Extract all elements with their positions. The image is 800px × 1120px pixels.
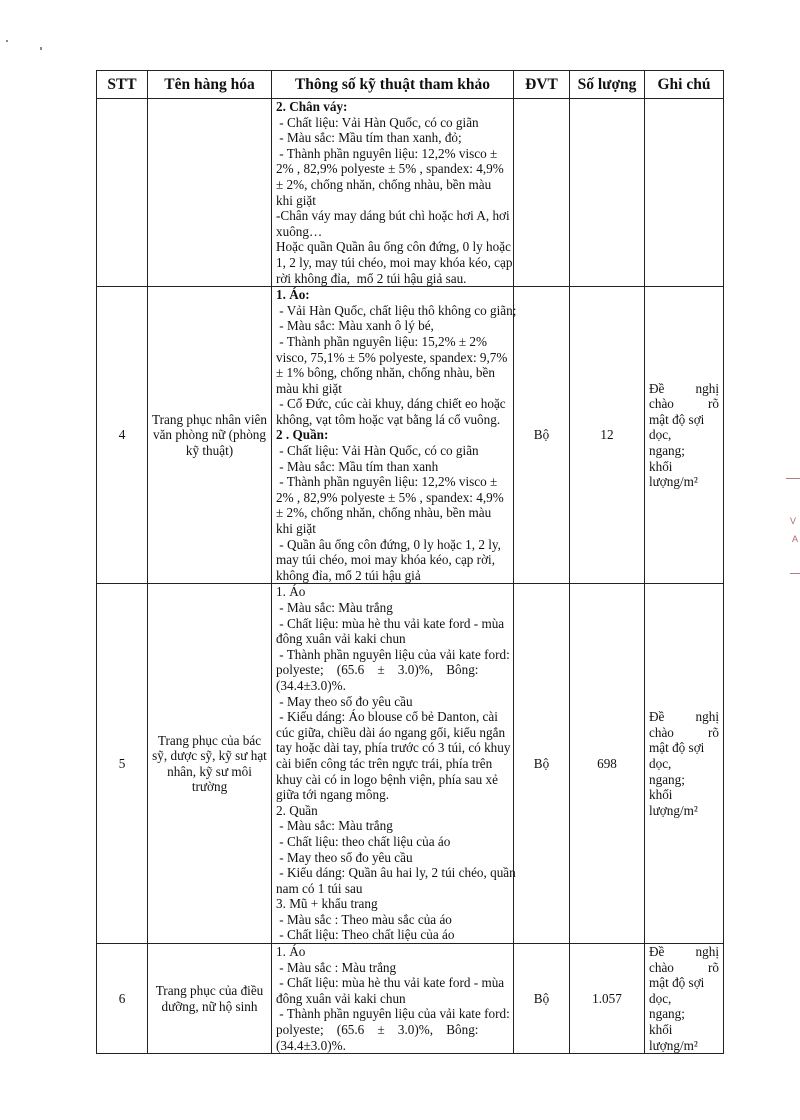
scan-speck: [40, 47, 42, 50]
spec-line: - Chất liệu: mùa hè thu vải kate ford - mùa: [276, 975, 505, 991]
spec-line: - Chất liệu: Vải Hàn Quốc, có co giãn: [276, 114, 479, 130]
note-word: rõ: [708, 724, 719, 740]
table-row: [97, 944, 724, 1054]
note-line: [649, 960, 719, 976]
spec-line: rời không đỉa, mổ 2 túi hậu giả sau.: [276, 270, 467, 286]
note-word: nghị: [695, 380, 719, 396]
note-line: ngang;: [649, 1006, 685, 1022]
spec-line: 1, 2 ly, may túi chéo, moi may khóa kéo, cạp: [276, 254, 513, 270]
spec-line: - Màu sắc : Theo màu sắc của áo: [276, 911, 452, 927]
spec-line: 2% , 82,9% polyeste ± 5% , spandex: 4,9%: [276, 161, 504, 177]
note-word: chào: [649, 959, 674, 975]
row-unit: Bộ: [514, 584, 570, 944]
spec-line: ± 1% bông, chống nhăn, chống nhàu, bền: [276, 365, 495, 381]
spec-line: ± 2%, chống nhăn, chống nhàu, bền màu: [276, 505, 492, 521]
note-line: ngang;: [649, 771, 685, 787]
spec-line: khi giặt: [276, 521, 316, 537]
note-word: rõ: [708, 959, 719, 975]
note-word: chào: [649, 396, 674, 412]
row-technical-spec: [272, 99, 514, 287]
spec-line: 1. Áo: [276, 944, 306, 960]
note-line: lượng/m²: [649, 802, 698, 818]
spec-line: không đỉa, mổ 2 túi hậu giả: [276, 567, 421, 583]
spec-line: - Chất liệu: mùa hè thu vải kate ford - mùa: [276, 615, 505, 631]
table-row: [97, 287, 724, 584]
row-stt: 4: [97, 287, 148, 584]
spec-line: 2% , 82,9% polyeste ± 5% , spandex: 4,9%: [276, 489, 504, 505]
spec-line: -Chân váy may dáng bút chì hoặc hơi A, hơi: [276, 208, 510, 224]
row-quantity: [570, 99, 645, 287]
spec-line: - Màu sắc: Mầu tím than xanh, đỏ;: [276, 130, 462, 146]
row-technical-spec: [272, 287, 517, 584]
row-note: [645, 944, 724, 1054]
spec-line: polyeste; (65.6 ± 3.0)%, Bông:: [276, 662, 479, 678]
spec-line: - Thành phần nguyên liệu: 15,2% ± 2%: [276, 333, 487, 349]
note-line: [649, 709, 719, 725]
note-line: [649, 944, 719, 960]
header-stt: STT: [97, 71, 148, 99]
spec-line: đông xuân vải kaki chun: [276, 631, 406, 647]
note-line: mật độ sợi: [649, 411, 705, 427]
table-row: [97, 584, 724, 944]
spec-line: polyeste; (65.6 ± 3.0)%, Bông:: [276, 1022, 479, 1038]
note-line: [649, 725, 719, 741]
row-technical-spec: [272, 944, 514, 1054]
row-quantity: 698: [570, 584, 645, 944]
row-item-name: Trang phục nhân viên văn phòng nữ (phòng kỹ thuật): [148, 287, 272, 584]
scan-speck: [6, 40, 8, 42]
spec-line: 2. Quần: [276, 802, 318, 818]
edge-mark: A: [791, 534, 798, 544]
spec-line: - Màu sắc: Màu trắng: [276, 600, 393, 615]
spec-line: khuy cài có in logo bệnh viện, phía sau xẻ: [276, 771, 498, 787]
table-row: [97, 99, 724, 287]
row-stt: 5: [97, 584, 148, 944]
note-word: nghị: [695, 709, 719, 725]
row-quantity: 1.057: [570, 944, 645, 1054]
table-header-row: [97, 71, 724, 99]
note-line: khối: [649, 1022, 673, 1038]
note-word: chào: [649, 724, 674, 740]
note-line: lượng/m²: [649, 1037, 698, 1053]
row-note: [645, 99, 724, 287]
spec-line: visco, 75,1% ± 5% polyeste, spandex: 9,7%: [276, 349, 508, 365]
spec-line: xuông…: [276, 223, 323, 239]
technical-spec-table: [96, 70, 724, 1054]
spec-line: - May theo số đo yêu cầu: [276, 693, 413, 709]
spec-line: - Màu sắc: Màu trắng: [276, 818, 393, 834]
spec-line: không, vạt tôm hoặc vạt bằng lá cổ vuông.: [276, 411, 501, 427]
spec-line: - Màu sắc: Màu xanh ô lý bé,: [276, 318, 434, 334]
spec-line: cúc giữa, chiều dài áo ngang gối, kiểu ngắn: [276, 724, 506, 740]
spec-line: - Kiểu dáng: Áo blouse cổ bẻ Danton, cài: [276, 709, 498, 725]
note-line: khối: [649, 458, 673, 474]
header-note: Ghi chú: [645, 71, 724, 99]
spec-line: - Thành phần nguyên liệu của vải kate ford:: [276, 646, 510, 662]
row-note: [645, 584, 724, 944]
spec-line: 2. Chân váy:: [276, 99, 348, 114]
spec-line: - Chất liệu: Theo chất liệu của áo: [276, 927, 455, 943]
note-word: Đề: [649, 709, 665, 725]
header-item-name: Tên hàng hóa: [148, 71, 272, 99]
spec-line: đông xuân vải kaki chun: [276, 990, 406, 1006]
edge-mark-line: [790, 573, 800, 574]
spec-line: - May theo số đo yêu cầu: [276, 849, 413, 865]
spec-line: (34.4±3.0)%.: [276, 1037, 346, 1053]
spec-line: may túi chéo, moi may khóa kéo, cạp rời,: [276, 552, 496, 568]
note-line: mật độ sợi: [649, 975, 705, 991]
spec-line: nam có 1 túi sau: [276, 880, 363, 896]
spec-line: - Thành phần nguyên liệu: 12,2% visco ±: [276, 474, 498, 490]
edge-mark: V: [789, 516, 796, 526]
spec-line: tay hoặc dài tay, phía trước có 3 túi, có khuy: [276, 740, 511, 756]
row-item-name: [148, 99, 272, 287]
spec-line: - Vải Hàn Quốc, chất liệu thô không co giãn;: [276, 302, 517, 318]
row-item-name: Trang phục của điều dưỡng, nữ hộ sinh: [148, 944, 272, 1054]
note-word: rõ: [708, 396, 719, 412]
row-quantity: 12: [570, 287, 645, 584]
spec-line: cài biển công tác trên ngực trái, phía trên: [276, 755, 493, 771]
spec-line: - Chất liệu: theo chất liệu của áo: [276, 833, 451, 849]
row-unit: [514, 99, 570, 287]
spec-line: - Quần âu ống côn đứng, 0 ly hoặc 1, 2 ly,: [276, 536, 501, 552]
row-stt: 6: [97, 944, 148, 1054]
note-line: khối: [649, 787, 673, 803]
spec-line: Hoặc quần Quần âu ống côn đứng, 0 ly hoặc: [276, 239, 511, 255]
spec-line: 2 . Quần:: [276, 427, 329, 443]
spec-line: ± 2%, chống nhăn, chống nhàu, bền màu: [276, 176, 492, 192]
note-line: lượng/m²: [649, 474, 698, 490]
header-technical-spec: Thông số kỹ thuật tham khảo: [272, 71, 514, 99]
row-unit: Bộ: [514, 944, 570, 1054]
spec-line: - Chất liệu: Vải Hàn Quốc, có co giãn: [276, 443, 479, 459]
header-unit: ĐVT: [514, 71, 570, 99]
spec-line: màu khi giặt: [276, 380, 342, 396]
spec-line: 1. Áo:: [276, 287, 310, 303]
spec-line: - Màu sắc : Màu trắng: [276, 959, 397, 975]
spec-line: - Kiểu dáng: Quần âu hai ly, 2 túi chéo, quần: [276, 865, 516, 881]
edge-mark-line: [786, 478, 800, 479]
note-line: [649, 396, 719, 412]
note-line: dọc,: [649, 755, 672, 771]
row-technical-spec: [272, 584, 514, 944]
note-word: nghị: [695, 944, 719, 960]
row-stt: [97, 99, 148, 287]
row-note: [645, 287, 724, 584]
header-quantity: Số lượng: [570, 71, 645, 99]
row-unit: Bộ: [514, 287, 570, 584]
spec-line: 3. Mũ + khẩu trang: [276, 896, 378, 912]
note-word: Đề: [649, 944, 665, 960]
note-line: ngang;: [649, 443, 685, 459]
spec-line: - Màu sắc: Mầu tím than xanh: [276, 458, 439, 474]
spec-line: khi giặt: [276, 192, 316, 208]
spec-line: (34.4±3.0)%.: [276, 677, 346, 693]
row-item-name: Trang phục của bác sỹ, dược sỹ, kỹ sư hạt nhân, kỹ sư môi trường: [148, 584, 272, 944]
note-line: dọc,: [649, 427, 672, 443]
note-line: dọc,: [649, 990, 672, 1006]
spec-line: - Thành phần nguyên liệu: 12,2% visco ±: [276, 145, 498, 161]
spec-line: 1. Áo: [276, 584, 306, 600]
spec-line: giữa tới ngang mông.: [276, 787, 390, 803]
spec-line: - Thành phần nguyên liệu của vải kate ford:: [276, 1006, 510, 1022]
note-word: Đề: [649, 380, 665, 396]
note-line: [649, 381, 719, 397]
spec-line: - Cổ Đức, cúc cài khuy, dáng chiết eo hoặc: [276, 396, 506, 412]
note-line: mật độ sợi: [649, 740, 705, 756]
